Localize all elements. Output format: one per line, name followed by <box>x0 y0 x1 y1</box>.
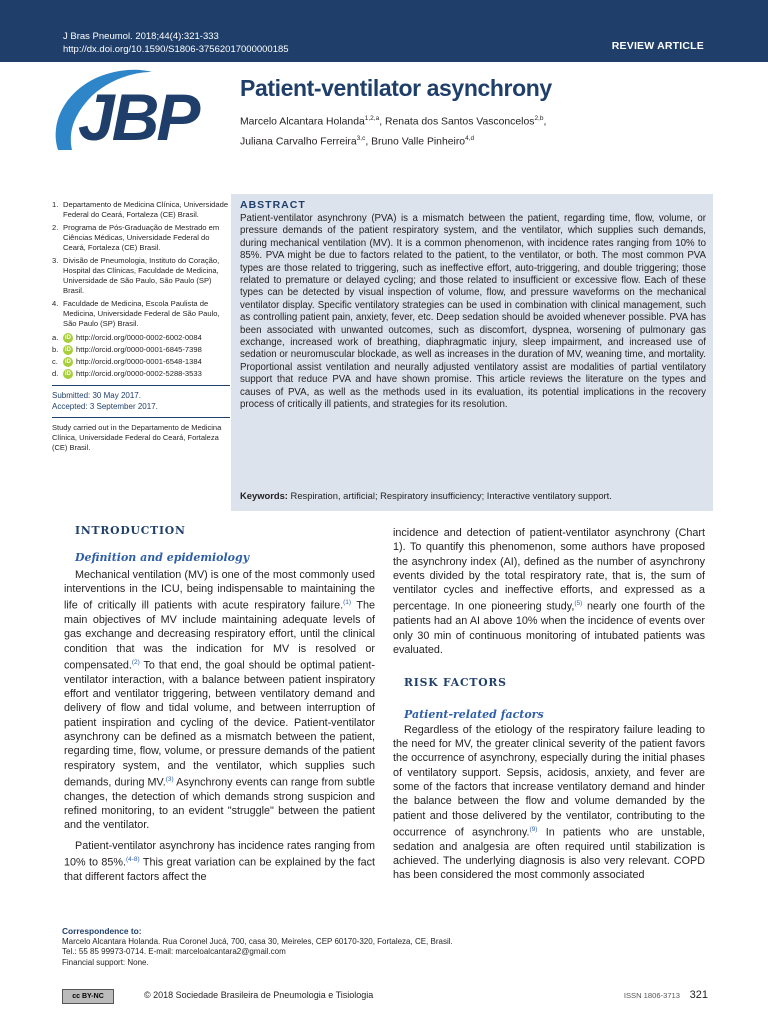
orcid-link[interactable]: http://orcid.org/0000-0002-6002-0084 <box>76 333 202 342</box>
orcid-letter: d. <box>52 369 59 378</box>
orcid-icon: iD <box>65 371 71 377</box>
author-sup: 2,b <box>534 115 544 122</box>
reference-link[interactable]: (4-8) <box>125 856 140 864</box>
cc-license-badge: cc BY-NC <box>62 989 114 1004</box>
abstract-heading: ABSTRACT <box>240 199 306 211</box>
jbp-logo <box>52 68 224 158</box>
orcid-row <box>52 332 230 344</box>
abstract-box <box>231 194 713 511</box>
paragraph: incidence and detection of patient-ventilator asynchrony (Chart 1). To quantify this phenomenon, some authors have proposed the asynchrony index (AI), defined as the number of asynchrony events divided by the total respiratory rate, that is, the sum of ventilator cycles and ineffective efforts, and expressed as a percentage. In one pioneering study,$^{(5)}$ nearly one fourth of the patients had an AI above 10% when the incidence of events over only 30 min of continuous monitoring of intubated patients was evaluated. <box>393 527 705 656</box>
reference-link[interactable]: (1) <box>343 599 352 607</box>
issn: ISSN 1806-3713 <box>623 991 680 1000</box>
logo-text: JBP <box>78 80 198 154</box>
orcid-icon: iD <box>65 335 71 341</box>
citation-block <box>63 30 289 56</box>
study-note: Study carried out in the Departamento de Medicina Clínica, Universidade Federal do Ceará, Fortaleza (CE) Brasil. <box>52 423 222 452</box>
affiliation-number: 4. <box>52 299 59 308</box>
risk-factors-heading: RISK FACTORS <box>404 676 507 690</box>
divider <box>52 417 230 418</box>
author-list <box>240 110 680 151</box>
correspondence-heading: Correspondence to: <box>62 926 142 936</box>
journal-citation: J Bras Pneumol. 2018;44(4):321-333 <box>63 31 219 42</box>
affiliation-item <box>52 256 230 296</box>
introduction-heading: INTRODUCTION <box>75 524 186 537</box>
orcid-row <box>52 356 230 368</box>
orcid-letter: c. <box>52 357 58 366</box>
author-separator: , <box>543 116 547 128</box>
affiliation-number: 2. <box>52 223 59 232</box>
affiliation-item <box>52 299 230 329</box>
patient-factors-subheading: Patient-related factors <box>404 707 544 721</box>
right-column <box>393 526 705 883</box>
author-name: Juliana Carvalho Ferreira <box>240 136 357 148</box>
paragraph: Regardless of the etiology of the respiratory failure leading to the need for MV, the greater clinical severity of the patient favors the occurrence of asynchrony, especially during the initial phases of ventilatory support. Sepsis, acidosis, anxiety, and fever are some of the factors that increase ventilatory demand and hinder the balance between the flow and volume demanded by the patient and those delivered by the ventilator, contributing to the occurrence of asynchrony.$^{(9)}$ In patients who are unstable, sedation and analgesia are often required until stabilization is achieved. The underlying diagnosis is also very relevant. COPD has been considered the most commonly associated <box>393 723 705 882</box>
definition-subheading: Definition and epidemiology <box>75 551 250 565</box>
author-name: Renata dos Santos Vasconcelos <box>385 116 535 128</box>
correspondence-address: Marcelo Alcantara Holanda. Rua Coronel Jucá, 700, casa 30, Meireles, CEP 60170-320, Fortaleza, CE, Brasil. <box>62 936 453 946</box>
reference-link[interactable]: (3) <box>165 775 174 783</box>
author-name: Marcelo Alcantara Holanda <box>240 116 365 128</box>
page-number: 321 <box>689 989 708 1001</box>
paragraph: Mechanical ventilation (MV) is one of the most commonly used interventions in the ICU, being indispensable to maintaining the life of critically ill patients with acute respiratory failure.$^{(1)}$ The main objectives of MV include maintaining adequate levels of gas exchange and decreasing respiratory effort, until the clinical condition that was the indication for MV is resolved or compensated.$^{(2)}$ To that end, the goal should be optimal patient-ventilator interaction, with a balance between patient inspiratory effort and ventilator triggering, between ventilatory demand and delivery of flow and tidal volume, and between interruption of patient inspiration and cycling of the device. Patient-ventilator asynchrony can be defined as a mismatch between the patient, regarding time, flow, volume, or pressure demands of the patient respiratory system, and the ventilator, which supplies such demands, during MV.$^{(3)}$ Asynchrony events can range from subtle changes, the detection of which demands strong suspicion and refined monitoring, to an evident "struggle" between the patient and the ventilator. <box>64 568 375 832</box>
reference-link[interactable]: (9) <box>529 825 538 833</box>
affiliation-number: 1. <box>52 200 59 209</box>
page-footer <box>62 988 714 1016</box>
financial-support: Financial support: None. <box>62 957 149 967</box>
affiliation-item <box>52 200 230 220</box>
orcid-icon: iD <box>65 359 71 365</box>
affiliations-sidebar <box>52 200 230 453</box>
orcid-icon: iD <box>65 347 71 353</box>
affiliation-text: Faculdade de Medicina, Escola Paulista de Medicina, Universidade Federal de São Paulo, São Paulo (SP) Brasil. <box>63 299 220 328</box>
author-separator: , <box>365 136 372 148</box>
copyright: © 2018 Sociedade Brasileira de Pneumologia e Tisiologia <box>144 990 374 1000</box>
submission-dates <box>52 390 230 412</box>
keywords-label: Keywords: <box>240 490 288 501</box>
affiliation-text: Divisão de Pneumologia, Instituto do Coração, Hospital das Clínicas, Faculdade de Medicina, Universidade de São Paulo, São Paulo (SP) Brasil. <box>63 256 220 295</box>
orcid-row <box>52 368 230 380</box>
correspondence-contact: Tel.: 55 85 99973-0714. E-mail: marceloalcantara2@gmail.com <box>62 947 286 956</box>
paragraph: Patient-ventilator asynchrony has incidence rates ranging from 10% to 85%.$^{(4-8)}$ This great variation can be explained by the fact that different factors affect the <box>64 839 375 883</box>
author-sup: 4,d <box>465 135 475 143</box>
accepted-label: Accepted: <box>52 402 88 411</box>
article-title: Patient-ventilator asynchrony <box>240 75 552 101</box>
journal-header-bar <box>0 0 768 62</box>
doi-link[interactable]: http://dx.doi.org/10.1590/S1806-37562017000000185 <box>63 44 289 55</box>
reference-link[interactable]: (2) <box>131 658 140 666</box>
orcid-row <box>52 344 230 356</box>
author-sup: 1,2,a <box>364 115 380 122</box>
abstract-text: Patient-ventilator asynchrony (PVA) is a mismatch between the patient, regarding time, flow, volume, or pressure demands of the patient respiratory system, and the ventilator, which supplies such demands, during mechanical ventilation (MV). It is a common phenomenon, with incidence rates ranging from 10% to 85%. PVA might be due to factors related to the patient, to the ventilator, or both. The most common PVA types are those related to triggering, such as ineffective effort, auto-triggering, and double triggering; those related to premature or delayed cycling; and those related to insufficient or excessive flow. Each of these types can be detected by visual inspection of volume, flow, and pressure waveforms on the mechanical ventilator display. Specific ventilatory strategies can be used in combination with clinical management, such as controlling patient pain, anxiety, fever, etc. Deep sedation should be avoided whenever possible. PVA has been associated with unwanted outcomes, such as discomfort, dyspnea, worsening of pulmonary gas exchange, increased work of breathing, diaphragmatic injury, sleep impairment, and increased use of sedation or neuromuscular blockade, as well as increases in the duration of MV, weaning time, and mortality. Proportional assist ventilation and neurally adjusted ventilatory assist are modalities of partial ventilatory support that reduce PVA and have shown promise. This article reviews the literature on the types and causes of PVA, as well as the methods used in its evaluation, its potential implications in the recovery process of critically ill patients, and strategies for its resolution. <box>240 213 706 411</box>
keywords <box>240 490 706 502</box>
author-separator: , <box>379 116 386 128</box>
author-name: Bruno Valle Pinheiro <box>371 136 466 148</box>
article-type-label: REVIEW ARTICLE <box>611 40 704 52</box>
orcid-link[interactable]: http://orcid.org/0000-0002-5288-3533 <box>76 369 202 378</box>
orcid-link[interactable]: http://orcid.org/0000-0001-6845-7398 <box>76 345 202 354</box>
reference-link[interactable]: (5) <box>574 600 583 608</box>
orcid-letter: b. <box>52 345 59 354</box>
orcid-letter: a. <box>52 333 59 342</box>
affiliation-text: Programa de Pós-Graduação de Mestrado em Ciências Médicas, Universidade Federal do Ceará, Fortaleza (CE) Brasil. <box>63 223 220 252</box>
correspondence-block <box>62 926 712 968</box>
affiliation-text: Departamento de Medicina Clínica, Universidade Federal do Ceará, Fortaleza (CE) Brasil. <box>63 200 229 219</box>
accepted-date: 3 September 2017. <box>89 402 158 411</box>
orcid-link[interactable]: http://orcid.org/0000-0001-6548-1384 <box>76 357 202 366</box>
divider <box>52 385 230 386</box>
affiliation-item <box>52 223 230 253</box>
submitted-date: 30 May 2017. <box>92 391 141 400</box>
submitted-label: Submitted: <box>52 391 91 400</box>
left-column <box>64 524 375 884</box>
keywords-text: Respiration, artificial; Respiratory insufficiency; Interactive ventilatory support. <box>290 490 612 501</box>
author-sup: 3,c <box>356 135 366 143</box>
affiliation-number: 3. <box>52 256 59 265</box>
